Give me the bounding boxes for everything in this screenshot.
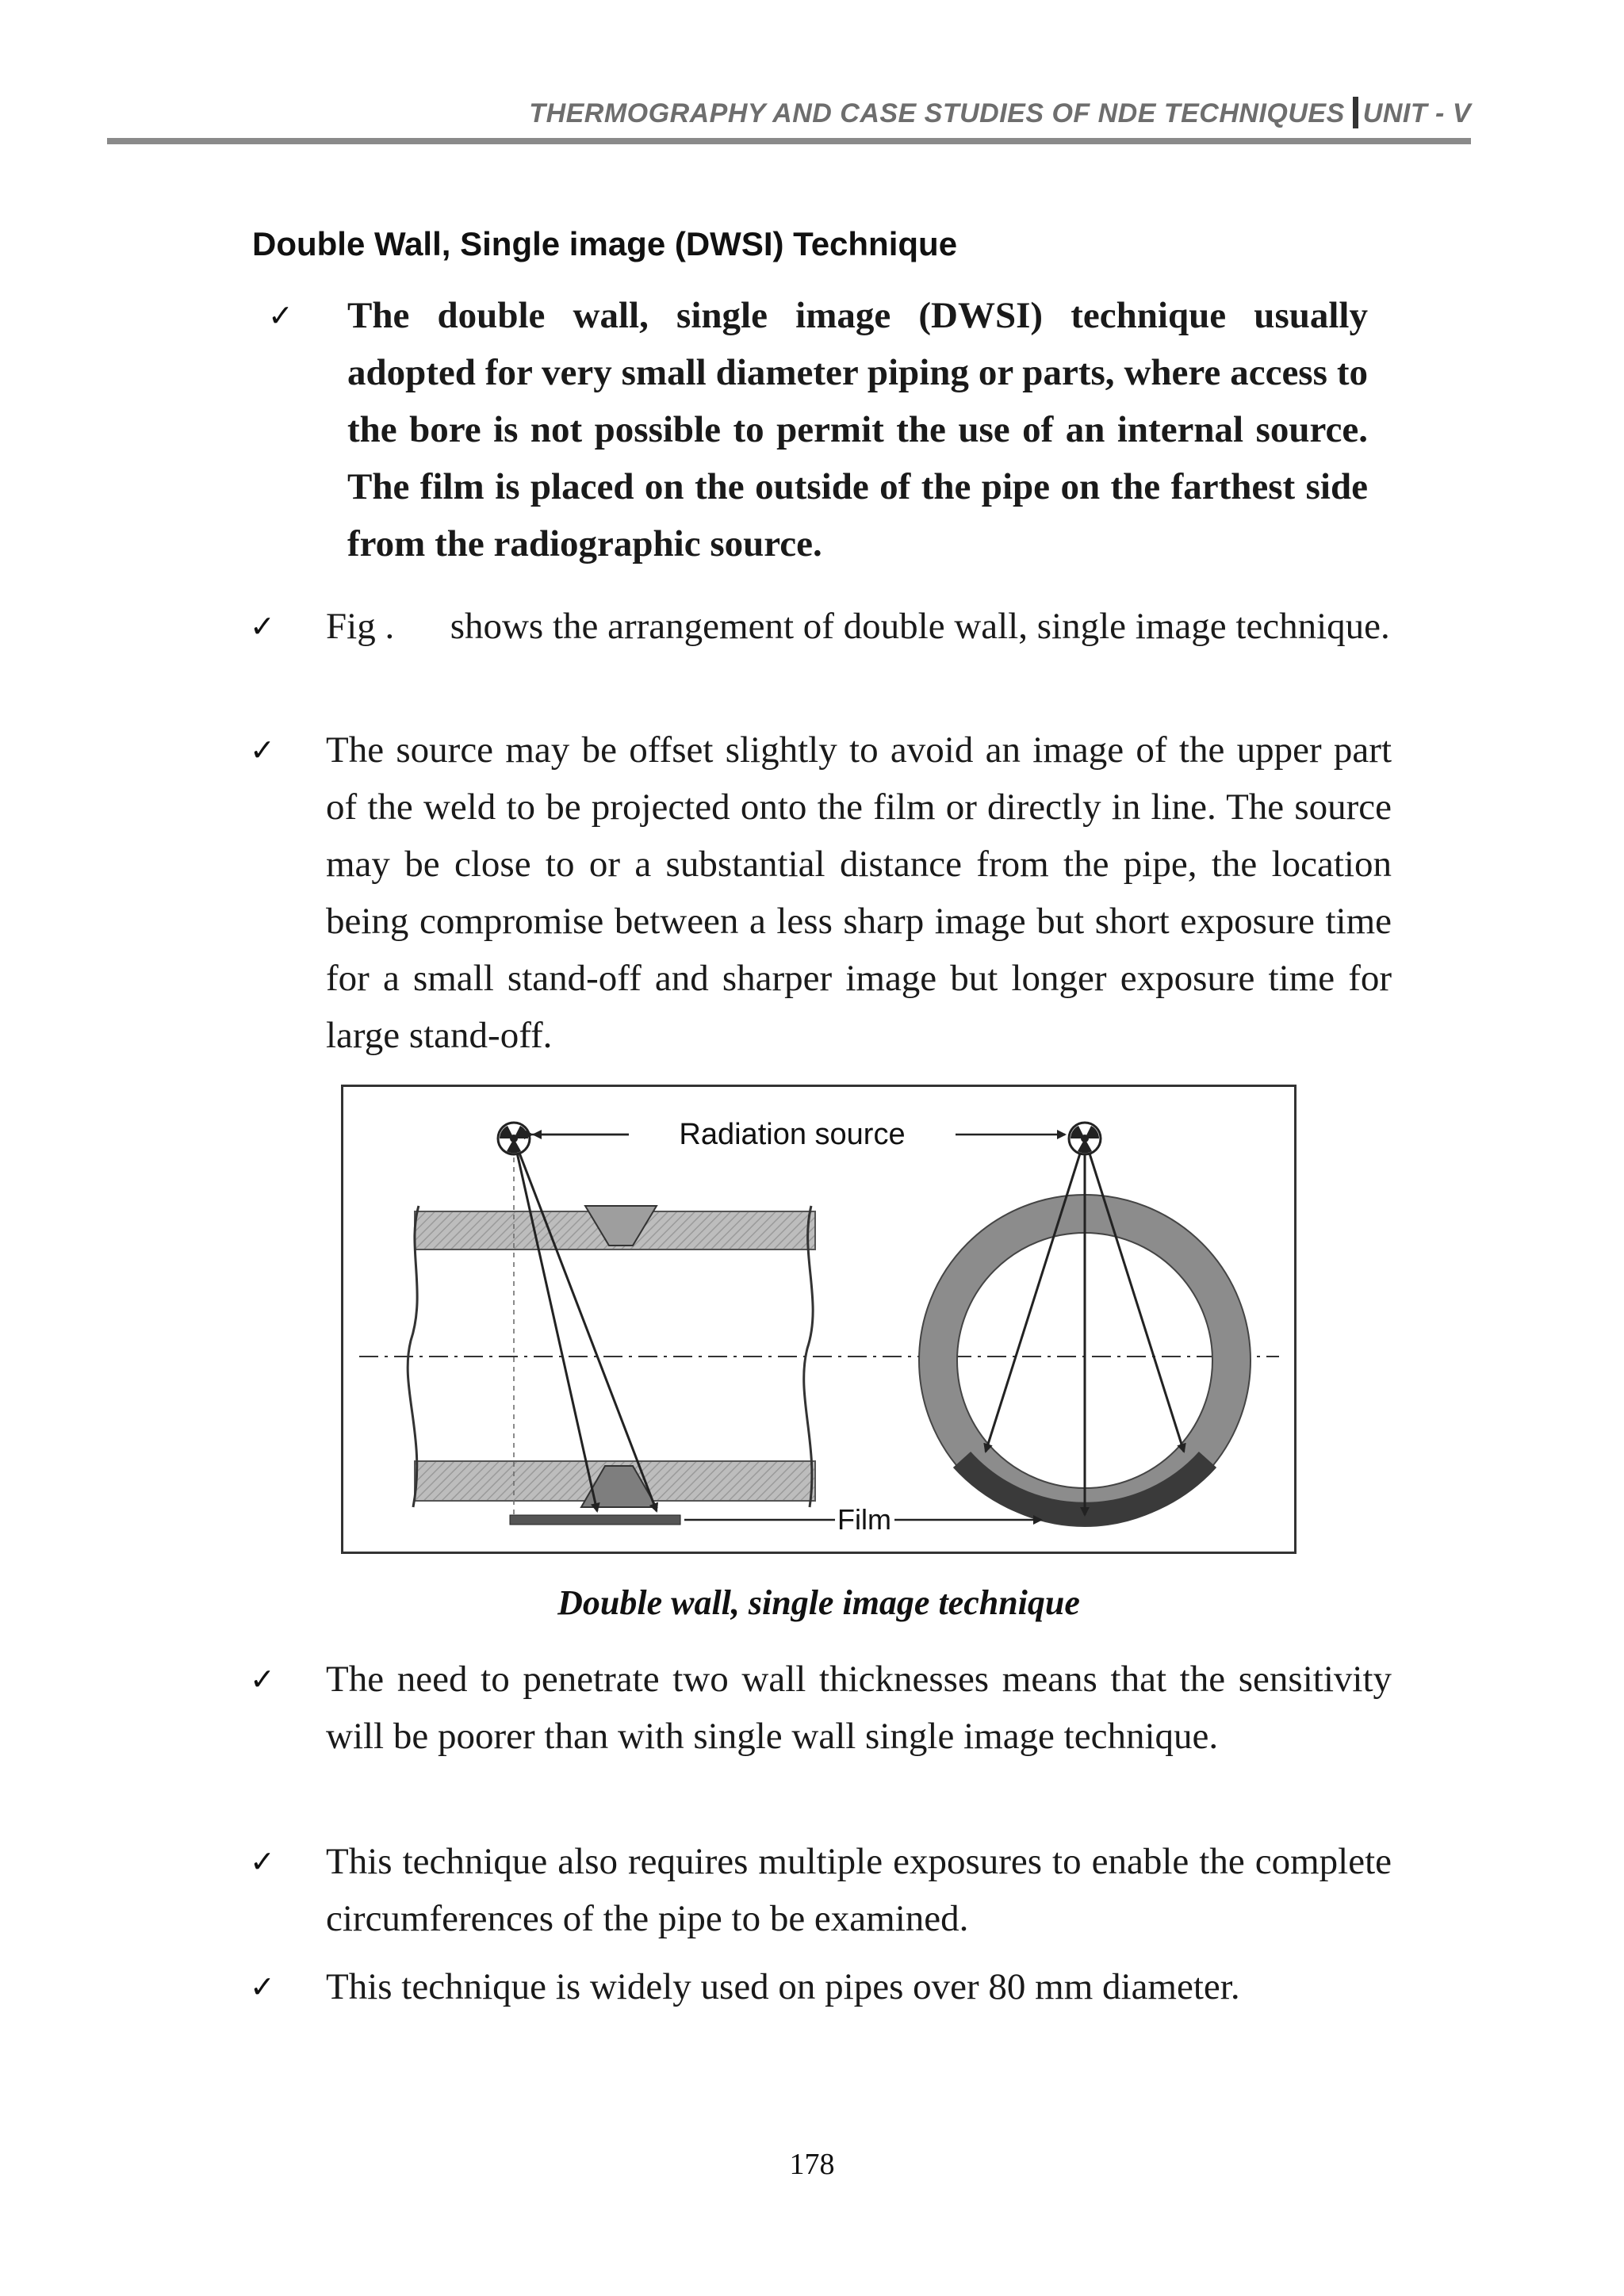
bullet-item	[250, 1958, 1392, 2015]
bullet-text: The double wall, single image (DWSI) technique usually adopted for very small diameter piping or parts, where access to the bore is not possible to permit the use of an internal source. The film is placed on the outside of the pipe on the farthest side from the radiographic source.	[347, 295, 1368, 564]
page-number: 178	[789, 2148, 835, 2181]
bullet-item	[250, 1651, 1392, 1765]
label-film: Film	[837, 1503, 891, 1536]
bullet-text: Fig . shows the arrangement of double wall, single image technique.	[326, 606, 1390, 647]
figure-caption: Double wall, single image technique	[557, 1583, 1080, 1622]
check-mark-icon: ✓	[250, 609, 275, 644]
check-mark-icon: ✓	[268, 298, 293, 333]
bullet-text: This technique also requires multiple exposures to enable the complete circumferences of the pipe to be examined.	[326, 1841, 1392, 1939]
pipe-section-view	[359, 1123, 1279, 1525]
header-title: THERMOGRAPHY AND CASE STUDIES OF NDE TECHNIQUES	[529, 98, 1345, 128]
check-mark-icon: ✓	[250, 1844, 275, 1879]
header-unit: UNIT - V	[1362, 98, 1471, 128]
radiation-symbol-icon	[498, 1123, 530, 1154]
dwsi-diagram	[341, 1085, 1297, 1554]
bullet-text: The need to penetrate two wall thicknesses means that the sensitivity will be poorer than with single wall single image technique.	[326, 1659, 1392, 1757]
film-strip-left	[510, 1515, 680, 1525]
check-mark-icon: ✓	[250, 1969, 275, 2004]
bullet-text: The source may be offset slightly to avoid an image of the upper part of the weld to be projected onto the film or directly in line. The source may be close to or a substantial distance from the pipe, the location being compromise between a less sharp image but short exposure time for a small stand-off and sharper image but longer exposure time for large stand-off.	[326, 729, 1392, 1056]
pipe-cross-section-view	[919, 1123, 1251, 1526]
check-mark-icon: ✓	[250, 733, 275, 767]
bullet-item	[250, 721, 1392, 1064]
radiation-symbol-icon	[1069, 1123, 1101, 1154]
bullet-item	[250, 287, 1368, 572]
section-title: Double Wall, Single image (DWSI) Technique	[252, 225, 958, 262]
running-header	[107, 97, 1471, 129]
ray-3	[986, 1138, 1085, 1452]
check-mark-icon: ✓	[250, 1662, 275, 1697]
bullet-item	[250, 1833, 1392, 1947]
ray-4	[1085, 1138, 1184, 1452]
bullet-text: This technique is widely used on pipes over 80 mm diameter.	[326, 1966, 1240, 2007]
bullet-item	[250, 598, 1392, 655]
header-separator	[1353, 97, 1358, 128]
header-rule	[107, 138, 1471, 144]
label-radiation-source: Radiation source	[679, 1118, 906, 1151]
